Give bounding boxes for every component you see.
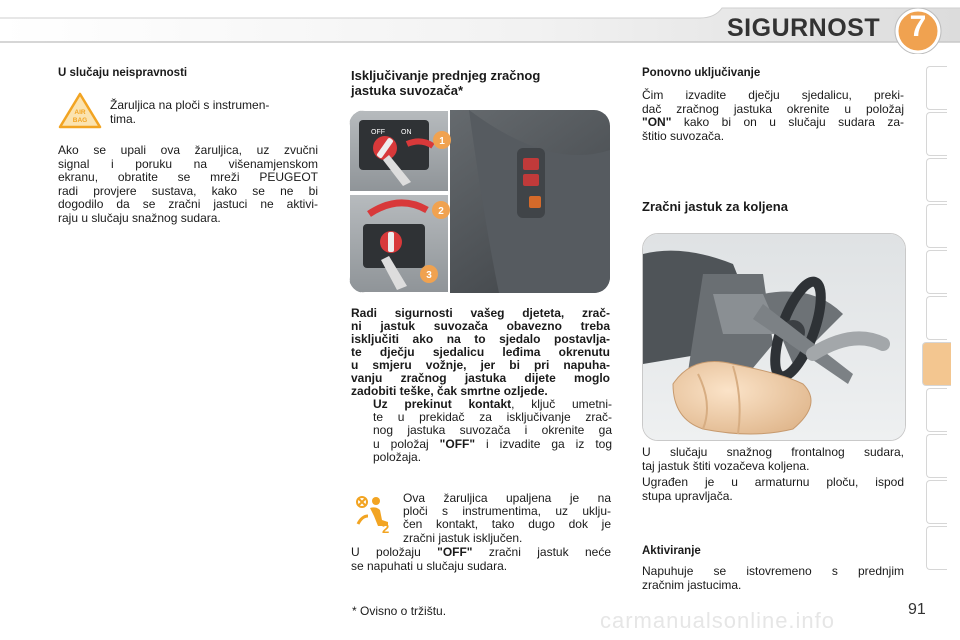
step-2: 2 bbox=[438, 206, 444, 217]
text-line bbox=[642, 116, 904, 130]
chapter-tabs bbox=[926, 66, 948, 576]
text-line: Ako se upali ova žaruljica, uz zvučni bbox=[58, 143, 318, 157]
text-line: raju u slučaju snažnog sudara. bbox=[58, 210, 221, 225]
text-line: se napuhati u slučaju sudara. bbox=[351, 558, 508, 573]
text-line: signal i poruku na višenamjenskom bbox=[58, 156, 318, 171]
text-line: stupa upravljača. bbox=[642, 488, 733, 503]
text-line: Čim izvadite dječju sjedalicu, preki- bbox=[642, 88, 904, 102]
airbag-switch-photo bbox=[349, 110, 610, 293]
text-line: Ugrađen je u armaturnu ploču, ispod bbox=[642, 475, 904, 489]
footnote: * Ovisno o tržištu. bbox=[352, 604, 447, 618]
passenger-airbag-off-icon bbox=[352, 494, 394, 534]
chapter-tab-active[interactable] bbox=[922, 342, 951, 386]
chapter-tab[interactable] bbox=[926, 112, 947, 156]
knee-airbag-heading: Zračni jastuk za koljena bbox=[642, 199, 788, 214]
chapter-tab[interactable] bbox=[926, 204, 947, 248]
chapter-tab[interactable] bbox=[926, 388, 947, 432]
chapter-tab[interactable] bbox=[926, 158, 947, 202]
reactivation-body bbox=[642, 89, 904, 143]
text-line: Napuhuje se istovremeno s prednjim bbox=[642, 564, 904, 578]
text-fragment: zračni jastuk neće bbox=[472, 545, 611, 559]
text-line bbox=[373, 438, 612, 451]
activation-heading: Aktiviranje bbox=[642, 545, 701, 557]
heading-line: Isključivanje prednjeg zračnog bbox=[351, 68, 541, 83]
text-line: Žaruljica na ploči s instrumen- bbox=[110, 98, 270, 112]
text-fragment: U položaju bbox=[351, 545, 438, 559]
page-number: 91 bbox=[908, 601, 926, 618]
text-fragment: i izvadite ga iz tog bbox=[475, 436, 613, 451]
page-title: SIGURNOST bbox=[727, 14, 881, 42]
icon-description bbox=[110, 99, 318, 126]
on-label: ON bbox=[401, 129, 412, 136]
text-line: te u prekidač za isključivanje zrač- bbox=[373, 410, 612, 425]
ignition-off-instructions bbox=[373, 398, 612, 464]
text-line: te dječju sjedalicu leđima okrenutu bbox=[351, 345, 610, 359]
heading-line: jastuka suvozača* bbox=[351, 83, 464, 98]
knee-airbag-body bbox=[642, 446, 904, 503]
svg-text:AIR: AIR bbox=[74, 109, 86, 116]
text-line bbox=[351, 546, 611, 560]
text-line: U slučaju snažnog frontalnog sudara, bbox=[642, 445, 904, 459]
text-line: radi provjere sustava, kako se ne bi bbox=[58, 183, 318, 198]
reactivation-heading: Ponovno uključivanje bbox=[642, 67, 761, 79]
chapter-tab[interactable] bbox=[926, 66, 947, 110]
watermark: carmanualsonline.info bbox=[600, 608, 836, 633]
knee-airbag-illustration bbox=[642, 233, 906, 441]
text-line: tima. bbox=[110, 111, 137, 126]
text-line: u smjeru vožnje, jer bi pri napuha- bbox=[351, 358, 610, 372]
deactivation-heading bbox=[351, 68, 540, 98]
text-line: isključiti ako na to sjedalo postavlja- bbox=[351, 332, 610, 346]
svg-text:BAG: BAG bbox=[72, 117, 88, 124]
text-fragment: u položaj bbox=[373, 436, 440, 451]
off-position-note bbox=[351, 546, 611, 573]
text-line: čen kontakt, tako dugo dok je bbox=[403, 517, 611, 532]
on-term: "ON" bbox=[642, 115, 672, 129]
step-3: 3 bbox=[426, 270, 432, 281]
chapter-number: 7 bbox=[909, 10, 927, 43]
text-line: nog jastuka suvozača i okrenite ga bbox=[373, 423, 612, 438]
text-line: ekranu, obratite se mreži PEUGEOT bbox=[58, 170, 318, 184]
chapter-tab[interactable] bbox=[926, 526, 947, 570]
bold-term: Uz prekinut kontakt bbox=[373, 397, 512, 411]
text-line: ploči s instrumentima, uz uklju- bbox=[403, 504, 611, 519]
airbag-warning-icon bbox=[58, 92, 102, 130]
child-safety-warning bbox=[351, 307, 610, 398]
text-line: ni jastuk suvozača obavezno treba bbox=[351, 319, 610, 333]
text-fragment: kako bi on u slučaju sudara za- bbox=[671, 115, 904, 129]
chapter-tab[interactable] bbox=[926, 434, 947, 478]
text-line: Ova žaruljica upaljena je na bbox=[403, 491, 611, 505]
text-line: zračnim jastucima. bbox=[642, 577, 742, 592]
step-1: 1 bbox=[439, 136, 445, 147]
malfunction-heading: U slučaju neispravnosti bbox=[58, 67, 188, 79]
chapter-tab[interactable] bbox=[926, 296, 947, 340]
text-line: dogodilo da se zračni jastuci ne aktivi- bbox=[58, 197, 318, 211]
text-line: taj jastuk štiti vozačeva koljena. bbox=[642, 458, 810, 473]
text-line: vanju zračnog jastuka dijete moglo bbox=[351, 371, 610, 385]
text-line: zračni jastuk isključen. bbox=[403, 530, 523, 545]
svg-text:2: 2 bbox=[382, 521, 390, 534]
text-line: štitio suvozača. bbox=[642, 128, 725, 143]
text-line: Radi sigurnosti vašeg djeteta, zrač- bbox=[351, 306, 610, 320]
chapter-tab[interactable] bbox=[926, 480, 947, 524]
malfunction-body bbox=[58, 144, 318, 225]
text-fragment: , ključ umetni- bbox=[511, 397, 612, 411]
off-term: "OFF" bbox=[437, 545, 473, 559]
off-label: OFF bbox=[371, 129, 385, 136]
off-term: "OFF" bbox=[439, 436, 476, 451]
chapter-tab[interactable] bbox=[926, 250, 947, 294]
text-line: položaja. bbox=[373, 449, 422, 464]
text-line: zadobiti teške, čak smrtne ozljede. bbox=[351, 384, 548, 398]
activation-body bbox=[642, 565, 904, 592]
text-line: dač zračnog jastuka okrenite u položaj bbox=[642, 101, 904, 116]
deactivated-indicator-text bbox=[403, 492, 611, 545]
